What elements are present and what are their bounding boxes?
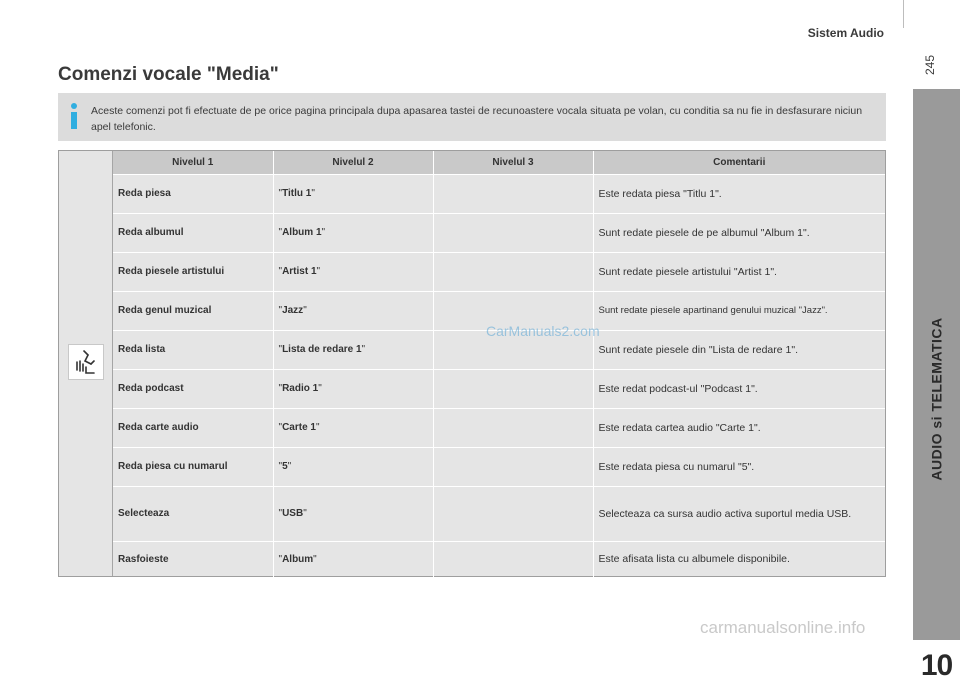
header-level-2: Nivelul 2 [273, 151, 433, 174]
level1-cell: Reda piesa cu numarul [113, 447, 273, 486]
info-text: Aceste comenzi pot fi efectuate de pe orice pagina principala dupa apasarea tastei de recunoastere vocala situata pe volan, cu conditia sa nu fie in desfasurare niciun apel telefonic. [91, 105, 863, 133]
page-number [904, 50, 956, 80]
level1-cell: Reda lista [113, 330, 273, 369]
level1-cell: Reda albumul [113, 213, 273, 252]
level2-value: Lista de redare 1 [282, 344, 362, 355]
level2-cell: "Titlu 1" [273, 174, 433, 213]
level3-cell [433, 408, 593, 447]
level2-cell: "Jazz" [273, 291, 433, 330]
level2-value: Album [282, 553, 314, 565]
comment-cell: Sunt redate piesele din "Lista de redare 1". [593, 330, 885, 369]
section-title: Sistem Audio [807, 26, 884, 40]
voice-command-icon [68, 344, 104, 380]
icon-column [59, 151, 113, 576]
info-note [58, 93, 886, 141]
level3-cell [433, 213, 593, 252]
level3-cell [433, 486, 593, 541]
table-row [113, 369, 885, 408]
table-header-row [113, 151, 885, 174]
comment-cell: Este redata piesa "Titlu 1". [593, 174, 885, 213]
level3-cell [433, 447, 593, 486]
level2-cell: "Artist 1" [273, 252, 433, 291]
chapter-number: 10 [920, 649, 953, 682]
chapter-label [913, 209, 960, 589]
header-comments: Comentarii [593, 151, 885, 174]
level1-cell: Reda podcast [113, 369, 273, 408]
info-icon [67, 103, 81, 129]
level2-cell: "Carte 1" [273, 408, 433, 447]
level2-value: 5 [282, 461, 288, 472]
level1-cell: Reda carte audio [113, 408, 273, 447]
page-number-text: 245 [923, 54, 937, 76]
level1-cell: Rasfoieste [113, 541, 273, 577]
level2-cell: "5" [273, 447, 433, 486]
table-row [113, 213, 885, 252]
level2-cell: "USB" [273, 486, 433, 541]
table-row [113, 252, 885, 291]
header-divider [903, 0, 904, 28]
page-title: Comenzi vocale "Media" [58, 64, 279, 85]
comment-cell: Este redata cartea audio "Carte 1". [593, 408, 885, 447]
level1-cell: Reda piesele artistului [113, 252, 273, 291]
level2-value: Carte 1 [282, 422, 316, 433]
level3-cell [433, 174, 593, 213]
level2-value: Artist 1 [282, 266, 317, 277]
table-row [113, 486, 885, 541]
level2-value: Jazz [282, 305, 304, 316]
level2-value: Album 1 [282, 227, 322, 238]
level2-value: Radio 1 [282, 383, 319, 394]
comment-cell: Selecteaza ca sursa audio activa suportul media USB. [593, 486, 885, 541]
chapter-label-text: AUDIO si TELEMATICA [928, 317, 945, 481]
level3-cell [433, 369, 593, 408]
comment-cell: Sunt redate piesele apartinand genului muzical "Jazz". [593, 291, 885, 330]
level3-cell [433, 252, 593, 291]
level1-cell: Reda piesa [113, 174, 273, 213]
level3-cell [433, 541, 593, 577]
chapter-side-tab [913, 89, 960, 682]
comment-cell: Este redata piesa cu numarul "5". [593, 447, 885, 486]
level2-cell: "Lista de redare 1" [273, 330, 433, 369]
footer-watermark: carmanualsonline.info [700, 618, 866, 637]
watermark: CarManuals2.com [486, 323, 600, 339]
comment-cell: Sunt redate piesele artistului "Artist 1". [593, 252, 885, 291]
header-level-1: Nivelul 1 [113, 151, 273, 174]
comment-cell: Este redat podcast-ul "Podcast 1". [593, 369, 885, 408]
level1-cell: Selecteaza [113, 486, 273, 541]
voice-commands-table [58, 150, 886, 577]
table-row [113, 408, 885, 447]
header-level-3: Nivelul 3 [433, 151, 593, 174]
table-row [113, 541, 885, 577]
level2-cell: "Album 1" [273, 213, 433, 252]
level2-cell: "Album" [273, 541, 433, 577]
level2-value: Titlu 1 [282, 188, 312, 199]
table-row [113, 174, 885, 213]
comment-cell: Este afisata lista cu albumele disponibile. [598, 553, 790, 566]
level2-value: USB [282, 508, 304, 519]
commands-grid [113, 151, 885, 577]
level2-cell: "Radio 1" [273, 369, 433, 408]
table-row [113, 447, 885, 486]
level1-cell: Reda genul muzical [113, 291, 273, 330]
comment-cell: Sunt redate piesele de pe albumul "Album 1". [593, 213, 885, 252]
